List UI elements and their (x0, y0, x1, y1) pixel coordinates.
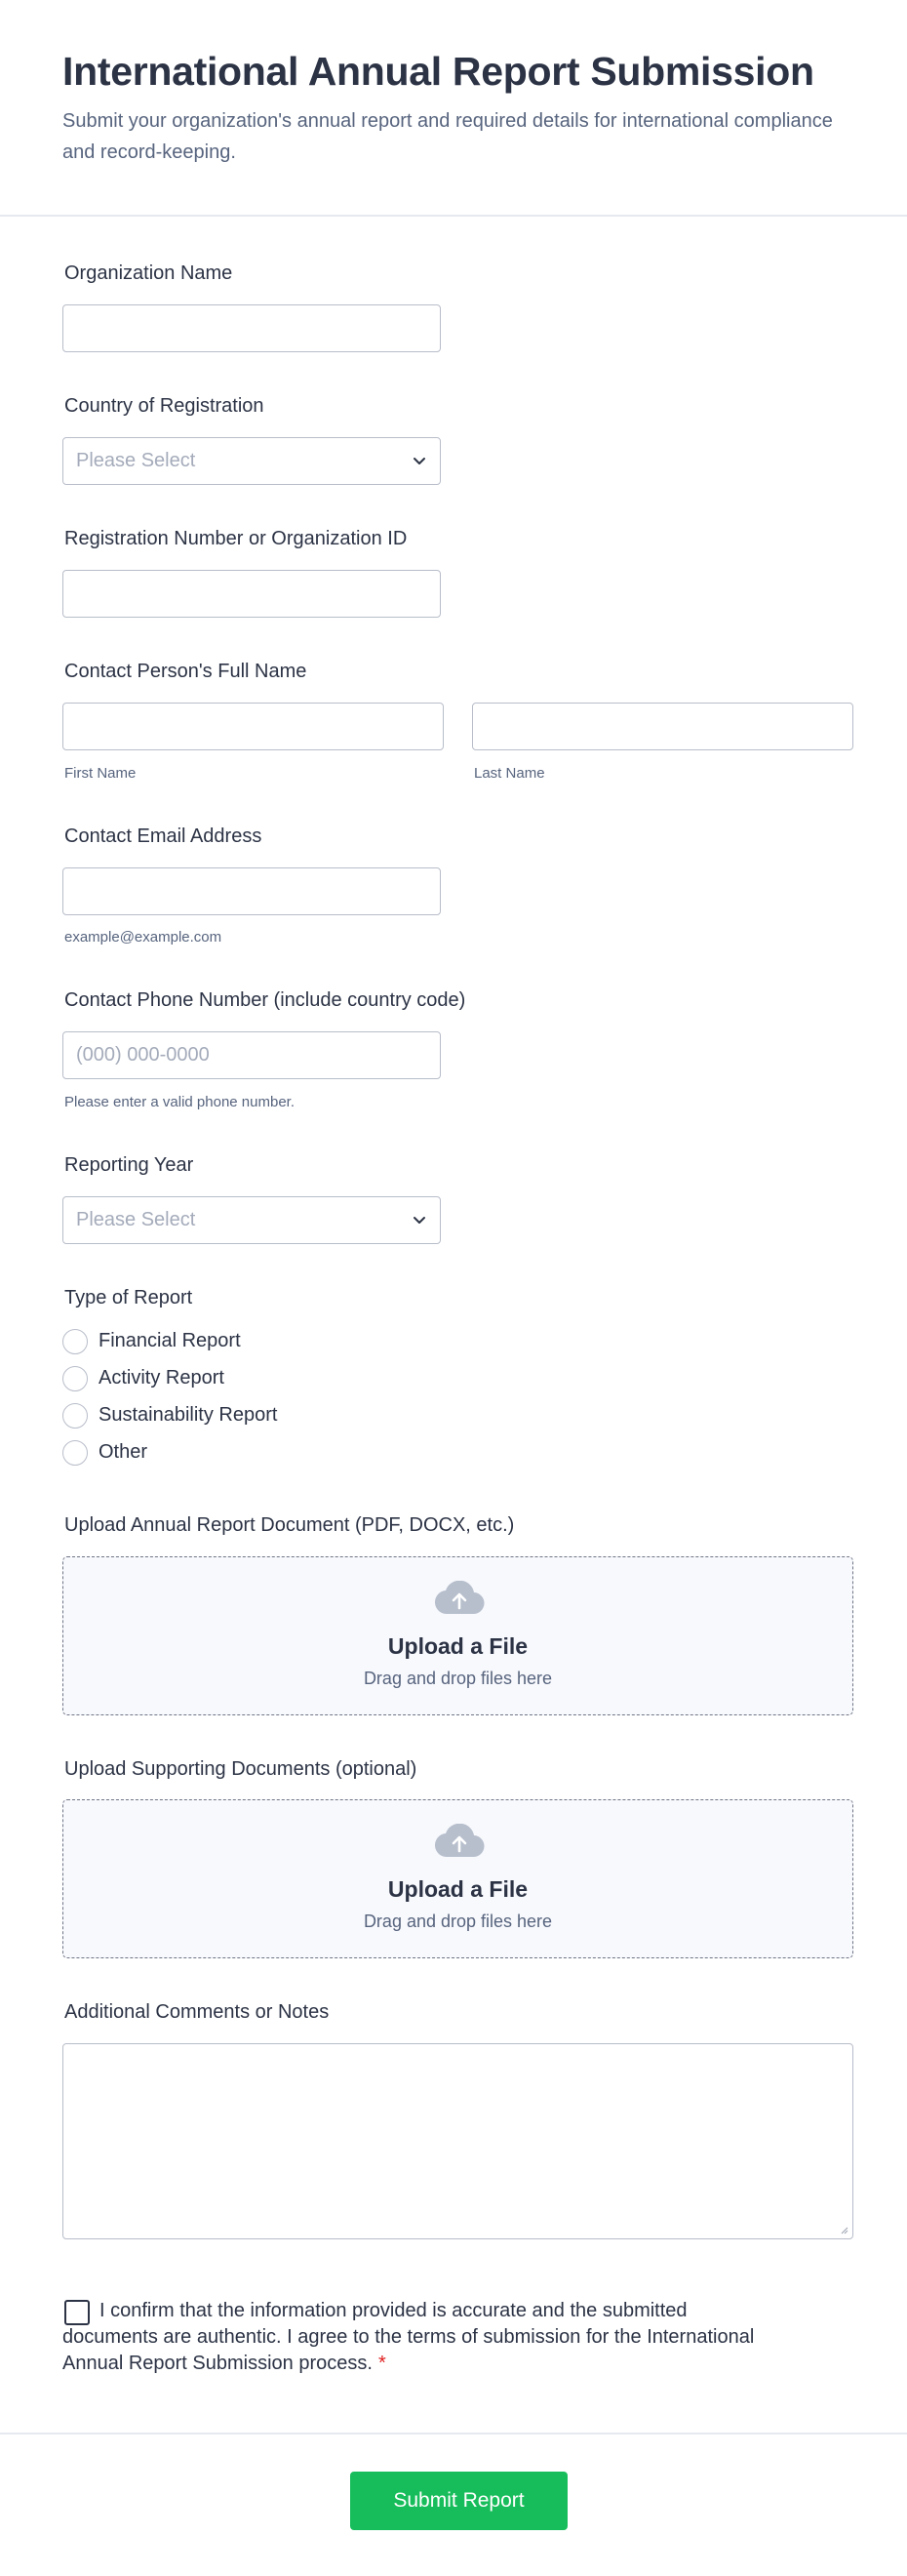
supporting-docs-dropzone[interactable] (62, 1799, 853, 1958)
submit-button[interactable]: Submit Report (350, 2472, 568, 2530)
phone-placeholder: (000) 000-0000 (76, 1044, 210, 1066)
first-name-sublabel: First Name (64, 765, 137, 782)
radio-button[interactable] (62, 1440, 88, 1466)
chevron-down-icon (411, 452, 428, 469)
radio-button[interactable] (62, 1403, 88, 1429)
last-name-sublabel: Last Name (474, 765, 545, 782)
upload-subtitle: Drag and drop files here (363, 1669, 553, 1688)
organization-name-input[interactable] (62, 304, 441, 352)
radio-button[interactable] (62, 1366, 88, 1391)
annual-report-upload-label: Upload Annual Report Document (PDF, DOCX, etc.) (64, 1514, 515, 1536)
report-type-option-label: Other (99, 1441, 148, 1463)
radio-button[interactable] (62, 1329, 88, 1354)
phone-input[interactable] (62, 1031, 441, 1079)
comments-textarea[interactable] (62, 2043, 853, 2239)
confirm-text-block (62, 2298, 765, 2377)
reporting-year-select[interactable] (62, 1196, 441, 1244)
reporting-year-select-value: Please Select (76, 1209, 196, 1230)
upload-subtitle: Drag and drop files here (363, 1912, 553, 1931)
confirm-text: I confirm that the information provided is accurate and the submitted documents are authentic. I agree to the terms of submission for the International Annual Report Submission process. (62, 2300, 755, 2374)
email-input[interactable] (62, 867, 441, 915)
upload-title: Upload a File (387, 1633, 529, 1659)
email-label: Contact Email Address (64, 825, 262, 847)
email-sublabel: example@example.com (64, 929, 222, 946)
registration-number-input[interactable] (62, 570, 441, 618)
report-type-option-label: Sustainability Report (99, 1404, 278, 1426)
report-type-option-label: Activity Report (99, 1367, 224, 1389)
annual-report-dropzone[interactable] (62, 1556, 853, 1715)
report-type-label: Type of Report (64, 1287, 193, 1308)
chevron-down-icon (411, 1211, 428, 1228)
contact-name-label: Contact Person's Full Name (64, 661, 307, 682)
cloud-upload-icon (434, 1824, 485, 1859)
report-type-option-label: Financial Report (99, 1330, 241, 1351)
last-name-input[interactable] (472, 703, 853, 750)
upload-title: Upload a File (387, 1876, 529, 1902)
phone-sublabel: Please enter a valid phone number. (64, 1094, 295, 1110)
reporting-year-label: Reporting Year (64, 1154, 194, 1176)
page-subtitle: Submit your organization's annual report and required details for international compliance and record-keeping. (62, 110, 833, 163)
comments-label: Additional Comments or Notes (64, 2001, 330, 2023)
page-title: International Annual Report Submission (62, 49, 814, 94)
required-mark: * (377, 2353, 386, 2374)
phone-label: Contact Phone Number (include country code) (64, 989, 466, 1011)
footer-divider (0, 2433, 907, 2435)
supporting-upload-label: Upload Supporting Documents (optional) (64, 1758, 417, 1780)
registration-number-label: Registration Number or Organization ID (64, 528, 408, 549)
form-header (0, 0, 907, 217)
country-select-value: Please Select (76, 450, 196, 471)
resize-handle-icon[interactable] (839, 2225, 848, 2234)
first-name-input[interactable] (62, 703, 444, 750)
organization-name-label: Organization Name (64, 262, 233, 284)
country-label: Country of Registration (64, 395, 264, 417)
country-select[interactable] (62, 437, 441, 485)
cloud-upload-icon (434, 1581, 485, 1616)
